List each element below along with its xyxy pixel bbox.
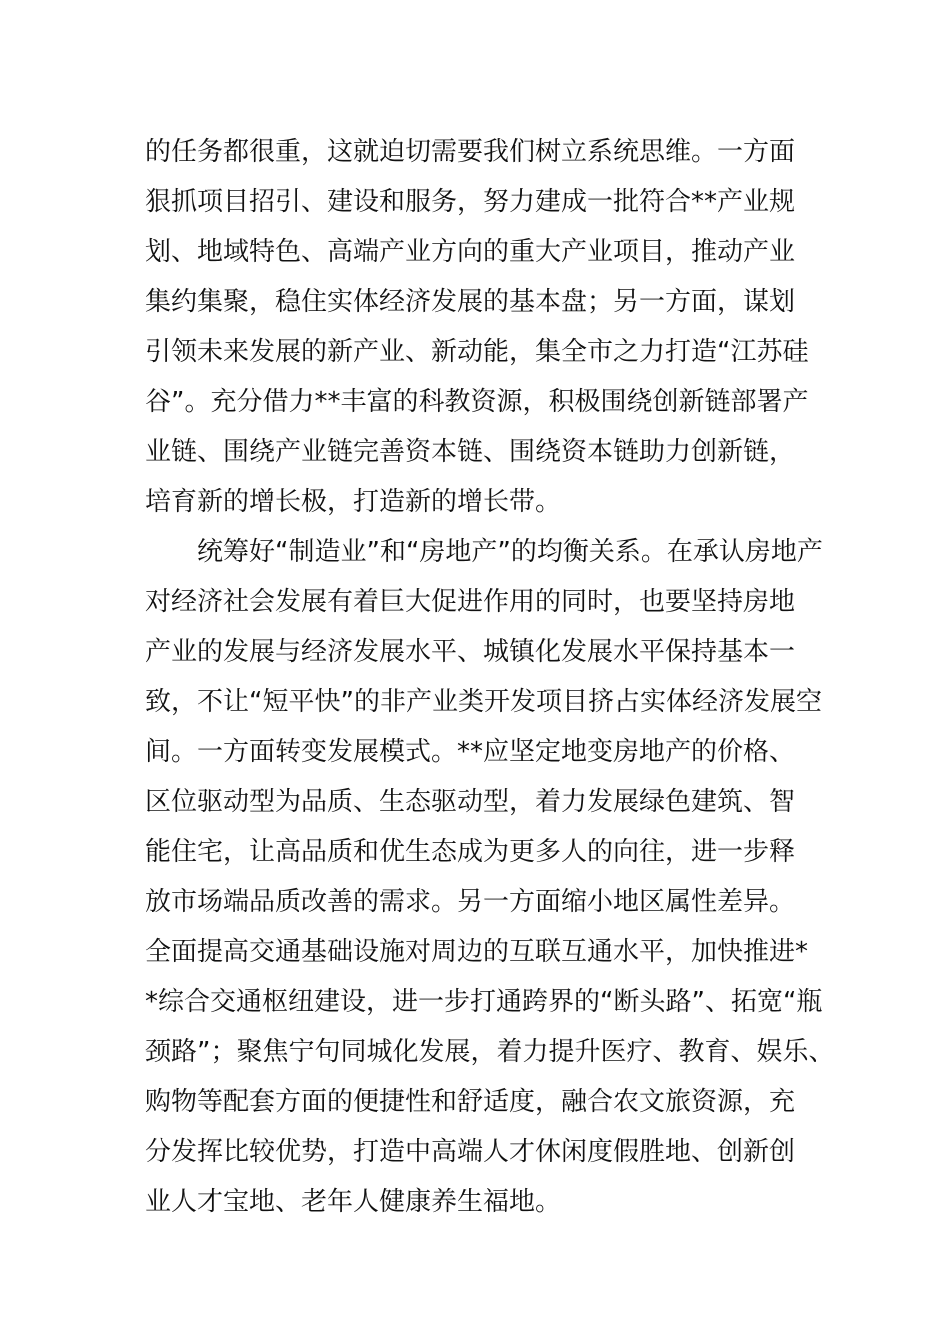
- text-line-17: 全面提高交通基础设施对周边的互联互通水平，加快推进*: [145, 937, 809, 967]
- text-line-13: 间。一方面转变发展模式。**应坚定地变房地产的价格、: [145, 737, 796, 767]
- text-line-5: 引领未来发展的新产业、新动能，集全市之力打造“江苏硅: [145, 337, 809, 367]
- text-line-1: 的任务都很重，这就迫切需要我们树立系统思维。一方面: [145, 137, 796, 167]
- text-line-14: 区位驱动型为品质、生态驱动型，着力发展绿色建筑、智: [145, 787, 796, 817]
- text-line-12: 致，不让“短平快”的非产业类开发项目挤占实体经济发展空: [145, 687, 822, 717]
- text-line-18: *综合交通枢纽建设，进一步打通跨界的“断头路”、拓宽“瓶: [145, 987, 823, 1017]
- text-line-19: 颈路”；聚焦宁句同城化发展，着力提升医疗、教育、娱乐、: [145, 1037, 835, 1067]
- text-line-8: 培育新的增长极，打造新的增长带。: [145, 487, 562, 517]
- text-line-22: 业人才宝地、老年人健康养生福地。: [145, 1187, 562, 1217]
- text-line-21: 分发挥比较优势，打造中高端人才休闲度假胜地、创新创: [145, 1137, 796, 1167]
- text-line-20: 购物等配套方面的便捷性和舒适度，融合农文旅资源，充: [145, 1087, 796, 1117]
- text-line-16: 放市场端品质改善的需求。另一方面缩小地区属性差异。: [145, 887, 796, 917]
- text-line-4: 集约集聚，稳住实体经济发展的基本盘；另一方面，谋划: [145, 287, 796, 317]
- text-line-9: 统筹好“制造业”和“房地产”的均衡关系。在承认房地产: [145, 537, 823, 567]
- text-line-3: 划、地域特色、高端产业方向的重大产业项目，推动产业: [145, 237, 796, 267]
- text-line-15: 能住宅，让高品质和优生态成为更多人的向往，进一步释: [145, 837, 796, 867]
- text-line-6: 谷”。充分借力**丰富的科教资源，积极围绕创新链部署产: [145, 387, 809, 417]
- body-text: [145, 127, 835, 1227]
- text-line-2: 狠抓项目招引、建设和服务，努力建成一批符合**产业规: [145, 187, 796, 217]
- text-line-7: 业链、围绕产业链完善资本链、围绕资本链助力创新链，: [145, 437, 796, 467]
- text-line-10: 对经济社会发展有着巨大促进作用的同时，也要坚持房地: [145, 587, 796, 617]
- text-line-11: 产业的发展与经济发展水平、城镇化发展水平保持基本一: [145, 637, 796, 667]
